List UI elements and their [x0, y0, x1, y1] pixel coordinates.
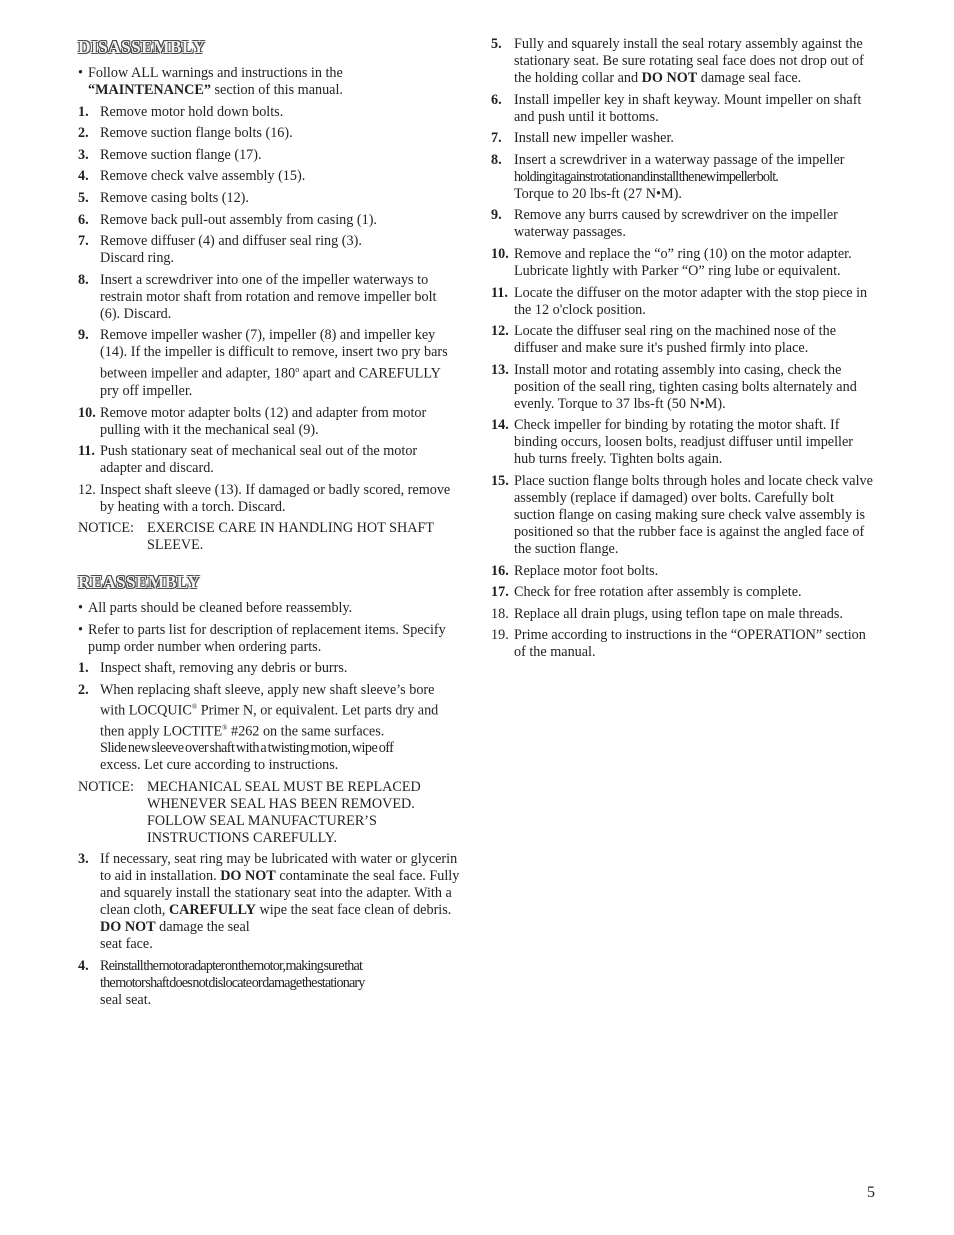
disassembly-step-7: 7. Remove diffuser (4) and diffuser seal ring (3). Discard ring. — [78, 233, 362, 267]
reassembly-step-11: 11. Locate the diffuser on the motor adapter with the stop piece in the 12 o'clock position. — [491, 284, 868, 318]
reassembly-step-19: 19. Prime according to instructions in the “OPERATION” section of the manual. — [491, 627, 866, 661]
disassembly-bullet: • Follow ALL warnings and instructions in the “MAINTENANCE” section of this manual. — [78, 65, 343, 98]
reassembly-step-10: 10. Remove and replace the “o” ring (10) on the motor adapter. Lubricate lightly with Parker “O” ring lube or equivalent. — [491, 245, 852, 279]
disassembly-step-1: 1. Remove motor hold down bolts. — [78, 103, 284, 120]
reassembly-step-9: 9. Remove any burrs caused by screwdriver on the impeller waterway passages. — [491, 207, 838, 241]
left-column — [78, 36, 460, 1014]
reassembly-step-14: 14. Check impeller for binding by rotating the motor shaft. If binding occurs, loosen bolts, readjust diffuser until impeller hub turns freely. Tighten bolts again. — [491, 417, 853, 468]
reassembly-step-18: 18. Replace all drain plugs, using teflon tape on male threads. — [491, 605, 843, 622]
right-column — [491, 36, 875, 666]
reassembly-heading: REASSEMBLY — [78, 572, 200, 593]
reassembly-bullet-2: • Refer to parts list for description of replacement items. Specify pump order number when ordering parts. — [78, 621, 446, 655]
reassembly-step-8: 8. Insert a screwdriver in a waterway passage of the impeller holding it against rotation and install the new impeller bolt. Torque to 20 lbs-ft (27 N•M). — [491, 151, 845, 202]
disassembly-step-3: 3. Remove suction flange (17). — [78, 146, 262, 163]
disassembly-step-12: 12. Inspect shaft sleeve (13). If damaged or badly scored, remove by heating with a torch. Discard. — [78, 481, 451, 515]
reassembly-step-7: 7. Install new impeller washer. — [491, 130, 674, 147]
disassembly-step-6: 6. Remove back pull-out assembly from casing (1). — [78, 211, 377, 228]
reassembly-step-17: 17. Check for free rotation after assembly is complete. — [491, 584, 802, 601]
reassembly-step-4: 4. Reinstall the motor adapter on the motor, making sure that the motor shaft does not dislocate or damage the stationary seal seat. — [78, 958, 365, 1009]
reassembly-notice: NOTICE: MECHANICAL SEAL MUST BE REPLACED WHENEVER SEAL HAS BEEN REMOVED. FOLLOW SEAL MANUFACTURER’S INSTRUCTIONS CAREFULLY. — [78, 778, 421, 846]
disassembly-notice: NOTICE: EXERCISE CARE IN HANDLING HOT SHAFT SLEEVE. — [78, 520, 434, 554]
reassembly-step-3: 3. If necessary, seat ring may be lubricated with water or glycerin to aid in installation. DO NOT contaminate the seal face. Fully and squarely install the stationary seat into the adapter. With a clean cloth, CAREFULLY wipe the seat face clean of debris. DO NOT damage the seal seat face. — [78, 851, 460, 953]
reassembly-step-15: 15. Place suction flange bolts through holes and locate check valve assembly (replace if damaged) over bolts. Carefully bolt suction flange on casing making sure check valve assembly is positioned so that the rubber face is against the angled face of the suction flange. — [491, 472, 873, 557]
reassembly-step-5: 5. Fully and squarely install the seal rotary assembly against the stationary seat. Be sure rotating seal face does not drop out of the holding collar and DO NOT damage seal face. — [491, 36, 864, 86]
disassembly-step-10: 10. Remove motor adapter bolts (12) and adapter from motor pulling with it the mechanical seal (9). — [78, 404, 427, 438]
reassembly-step-6: 6. Install impeller key in shaft keyway. Mount impeller on shaft and push until it bottoms. — [491, 91, 862, 125]
reassembly-step-12: 12. Locate the diffuser seal ring on the machined nose of the diffuser and make sure it's pushed firmly into place. — [491, 323, 836, 357]
reassembly-steps-9-19 — [491, 207, 875, 661]
reassembly-step-16: 16. Replace motor foot bolts. — [491, 562, 659, 579]
reassembly-step-2: 2. When replacing shaft sleeve, apply new shaft sleeve’s bore with LOCQUIC® Primer N, or equivalent. Let parts dry and then apply LOCTITE® #262 on the same surfaces. Slide new sleeve over shaft with a twisting motion, wipe off excess. Let cure according to instructions. — [78, 681, 439, 774]
disassembly-step-4: 4. Remove check valve assembly (15). — [78, 168, 306, 185]
disassembly-heading: DISASSEMBLY — [78, 37, 206, 57]
disassembly-step-9: 9. Remove impeller washer (7), impeller (8) and impeller key (14). If the impeller is difficult to remove, insert two pry bars between impeller and adapter, 180$^o$ apart and CAREFULLY pry off impeller. — [78, 327, 448, 400]
disassembly-step-5: 5. Remove casing bolts (12). — [78, 189, 249, 206]
disassembly-step-8: 8. Insert a screwdriver into one of the impeller waterways to restrain motor shaft from rotation and remove impeller bolt (6). Discard. — [78, 271, 437, 322]
disassembly-step-11: 11. Push stationary seat of mechanical seal out of the motor adapter and discard. — [78, 443, 418, 477]
reassembly-step-13: 13. Install motor and rotating assembly into casing, check the position of the seall ring, tighten casing bolts alternately and evenly. Torque to 37 lbs-ft (50 N•M). — [491, 361, 857, 412]
page-number: 5 — [867, 1184, 875, 1201]
reassembly-step-1: 1. Inspect shaft, removing any debris or burrs. — [78, 660, 348, 677]
reassembly-bullet-1: • All parts should be cleaned before reassembly. — [78, 600, 353, 617]
disassembly-step-2: 2. Remove suction flange bolts (16). — [78, 125, 293, 142]
